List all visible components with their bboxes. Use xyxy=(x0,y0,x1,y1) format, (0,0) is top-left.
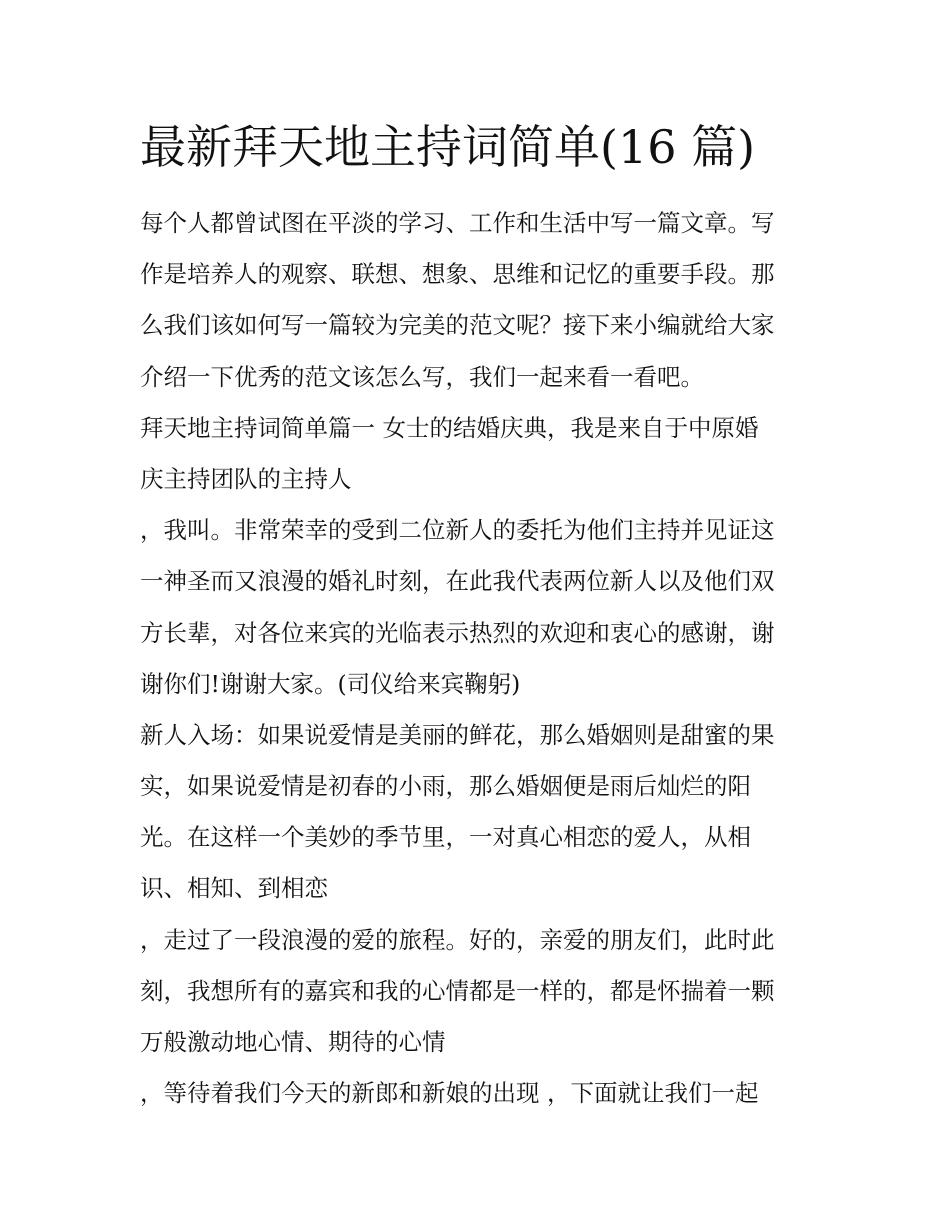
body-line: 一神圣而又浪漫的婚礼时刻，在此我代表两位新人以及他们双 xyxy=(140,567,775,596)
body-line: 新人入场：如果说爱情是美丽的鲜花，那么婚姻则是甜蜜的果 xyxy=(140,720,775,749)
body-line: 刻，我想所有的嘉宾和我的心情都是一样的，都是怀揣着一颗 xyxy=(140,976,775,1005)
body-line: ，我叫。非常荣幸的受到二位新人的委托为他们主持并见证这 xyxy=(140,516,775,545)
document-title: 最新拜天地主持词简单(16 篇) xyxy=(140,120,756,174)
body-line: 识、相知、到相恋 xyxy=(140,874,328,903)
body-line: ，走过了一段浪漫的爱的旅程。好的，亲爱的朋友们，此时此 xyxy=(140,925,775,954)
body-line: 方长辈，对各位来宾的光临表示热烈的欢迎和衷心的感谢，谢 xyxy=(140,618,775,647)
body-line: 万般激动地心情、期待的心情 xyxy=(140,1028,446,1056)
body-line: 每个人都曾试图在平淡的学习、工作和生活中写一篇文章。写 xyxy=(140,209,775,237)
body-line: 么我们该如何写一篇较为完美的范文呢？接下来小编就给大家 xyxy=(140,311,775,340)
body-line: 作是培养人的观察、联想、想象、思维和记忆的重要手段。那 xyxy=(140,260,775,289)
body-line: ，等待着我们今天的新郎和新娘的出现 ，下面就让我们一起 xyxy=(140,1079,759,1108)
body-line: 光。在这样一个美妙的季节里，一对真心相恋的爱人，从相 xyxy=(140,823,751,852)
body-line: 介绍一下优秀的范文该怎么写，我们一起来看一看吧。 xyxy=(140,362,704,391)
document-body xyxy=(140,198,820,1119)
body-line: 谢你们!谢谢大家。(司仪给来宾鞠躬) xyxy=(140,669,521,698)
body-line: 拜天地主持词简单篇一 女士的结婚庆典，我是来自于中原婚 xyxy=(140,413,759,442)
body-line: 庆主持团队的主持人 xyxy=(140,464,352,493)
body-line: 实，如果说爱情是初春的小雨，那么婚姻便是雨后灿烂的阳 xyxy=(140,772,751,801)
